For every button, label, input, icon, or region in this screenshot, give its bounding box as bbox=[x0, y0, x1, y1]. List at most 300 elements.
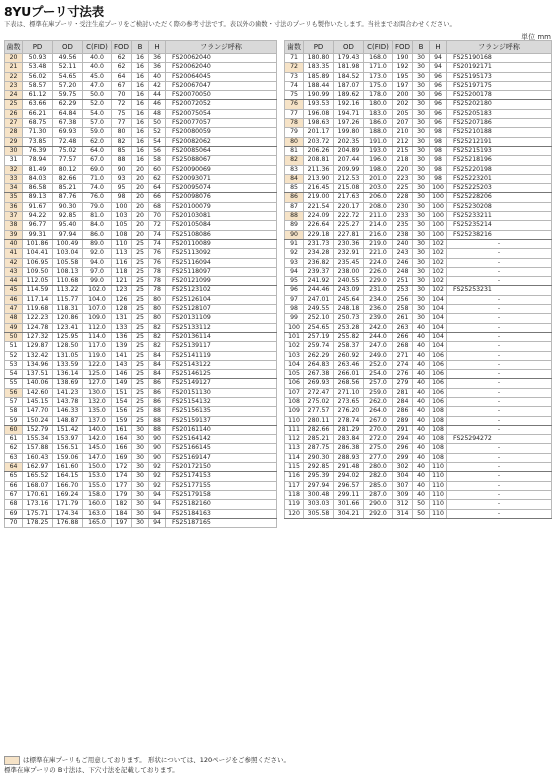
cell-pd: 211.36 bbox=[304, 165, 334, 174]
table-row bbox=[5, 165, 277, 174]
table-row bbox=[5, 463, 277, 472]
cell-b: 30 bbox=[132, 453, 149, 462]
cell-flange: - bbox=[447, 388, 552, 397]
cell-teeth: 109 bbox=[285, 407, 304, 416]
cell-h: 98 bbox=[430, 146, 447, 155]
cell-od: 125.95 bbox=[53, 332, 83, 341]
cell-od: 153.97 bbox=[53, 435, 83, 444]
cell-b: 25 bbox=[132, 332, 149, 341]
cell-fod: 123 bbox=[112, 286, 132, 295]
table-row bbox=[285, 295, 552, 304]
table-row bbox=[5, 221, 277, 230]
cell-pd: 303.03 bbox=[304, 500, 334, 509]
cell-fod: 299 bbox=[393, 453, 413, 462]
cell-od: 100.49 bbox=[53, 239, 83, 248]
table-row bbox=[285, 360, 552, 369]
cell-teeth: 110 bbox=[285, 416, 304, 425]
cell-od: 266.01 bbox=[334, 370, 364, 379]
cell-h: 100 bbox=[430, 202, 447, 211]
cell-teeth: 86 bbox=[285, 193, 304, 202]
header-flange: フランジ呼称 bbox=[166, 41, 277, 54]
cell-cfid: 59.0 bbox=[83, 128, 112, 137]
table-row bbox=[285, 137, 552, 146]
cell-fod: 289 bbox=[393, 416, 413, 425]
table-row bbox=[5, 388, 277, 397]
table-header-row bbox=[285, 41, 552, 54]
cell-teeth: 23 bbox=[5, 81, 23, 90]
header-pd: PD bbox=[23, 41, 53, 54]
cell-teeth: 106 bbox=[285, 379, 304, 388]
cell-teeth: 77 bbox=[285, 109, 304, 118]
cell-h: 106 bbox=[430, 388, 447, 397]
cell-fod: 286 bbox=[393, 407, 413, 416]
cell-teeth: 112 bbox=[285, 435, 304, 444]
cell-h: 94 bbox=[149, 500, 166, 509]
cell-h: 62 bbox=[149, 174, 166, 183]
cell-teeth: 79 bbox=[285, 128, 304, 137]
cell-fod: 62 bbox=[112, 63, 132, 72]
cell-b: 40 bbox=[413, 342, 430, 351]
cell-cfid: 119.0 bbox=[83, 351, 112, 360]
cell-flange: - bbox=[447, 277, 552, 286]
table-row bbox=[5, 518, 277, 527]
cell-flange: FS20121099 bbox=[166, 277, 277, 286]
cell-b: 16 bbox=[132, 63, 149, 72]
cell-h: 74 bbox=[149, 239, 166, 248]
header-od: OD bbox=[334, 41, 364, 54]
table-row bbox=[5, 267, 277, 276]
cell-teeth: 89 bbox=[285, 221, 304, 230]
cell-cfid: 50.0 bbox=[83, 91, 112, 100]
cell-od: 108.13 bbox=[53, 267, 83, 276]
cell-teeth: 101 bbox=[285, 332, 304, 341]
cell-od: 243.09 bbox=[334, 286, 364, 295]
table-row bbox=[285, 444, 552, 453]
header-flange: フランジ呼称 bbox=[447, 41, 552, 54]
cell-h: 110 bbox=[430, 490, 447, 499]
cell-fod: 243 bbox=[393, 249, 413, 258]
cell-od: 194.71 bbox=[334, 109, 364, 118]
cell-od: 146.33 bbox=[53, 407, 83, 416]
cell-cfid: 147.0 bbox=[83, 453, 112, 462]
cell-h: 102 bbox=[430, 258, 447, 267]
table-row bbox=[5, 184, 277, 193]
cell-cfid: 109.0 bbox=[83, 314, 112, 323]
cell-od: 95.40 bbox=[53, 221, 83, 230]
cell-b: 16 bbox=[132, 91, 149, 100]
cell-od: 105.58 bbox=[53, 258, 83, 267]
cell-b: 25 bbox=[132, 351, 149, 360]
cell-od: 75.02 bbox=[53, 146, 83, 155]
cell-flange: FS20090069 bbox=[166, 165, 277, 174]
cell-flange: - bbox=[447, 342, 552, 351]
table-row bbox=[285, 165, 552, 174]
cell-h: 98 bbox=[430, 165, 447, 174]
cell-cfid: 178.0 bbox=[364, 91, 393, 100]
cell-pd: 285.21 bbox=[304, 435, 334, 444]
cell-od: 181.98 bbox=[334, 63, 364, 72]
cell-pd: 229.18 bbox=[304, 230, 334, 239]
cell-h: 90 bbox=[149, 435, 166, 444]
cell-flange: FS25228206 bbox=[447, 193, 552, 202]
cell-teeth: 64 bbox=[5, 463, 23, 472]
header-b: B bbox=[413, 41, 430, 54]
header-teeth: 歯数 bbox=[285, 41, 304, 54]
cell-b: 30 bbox=[413, 91, 430, 100]
table-row bbox=[5, 277, 277, 286]
cell-h: 86 bbox=[149, 379, 166, 388]
cell-fod: 246 bbox=[393, 258, 413, 267]
cell-teeth: 61 bbox=[5, 435, 23, 444]
cell-flange: FS20192171 bbox=[447, 63, 552, 72]
cell-cfid: 214.0 bbox=[364, 221, 393, 230]
cell-b: 40 bbox=[413, 435, 430, 444]
cell-b: 40 bbox=[413, 490, 430, 499]
cell-flange: FS25235214 bbox=[447, 221, 552, 230]
cell-b: 40 bbox=[413, 388, 430, 397]
cell-fod: 197 bbox=[393, 81, 413, 90]
cell-cfid: 160.0 bbox=[83, 500, 112, 509]
cell-b: 30 bbox=[413, 72, 430, 81]
cell-h: 98 bbox=[430, 174, 447, 183]
cell-pd: 183.35 bbox=[304, 63, 334, 72]
cell-cfid: 104.0 bbox=[83, 295, 112, 304]
cell-pd: 53.48 bbox=[23, 63, 53, 72]
cell-b: 30 bbox=[413, 239, 430, 248]
cell-b: 40 bbox=[413, 379, 430, 388]
cell-fod: 121 bbox=[112, 277, 132, 286]
cell-pd: 277.57 bbox=[304, 407, 334, 416]
cell-h: 92 bbox=[149, 463, 166, 472]
cell-pd: 157.88 bbox=[23, 444, 53, 453]
cell-b: 20 bbox=[132, 184, 149, 193]
cell-fod: 261 bbox=[393, 314, 413, 323]
cell-teeth: 60 bbox=[5, 425, 23, 434]
cell-teeth: 33 bbox=[5, 174, 23, 183]
cell-pd: 140.06 bbox=[23, 379, 53, 388]
cell-od: 169.24 bbox=[53, 490, 83, 499]
cell-cfid: 183.0 bbox=[364, 109, 393, 118]
cell-fod: 70 bbox=[112, 91, 132, 100]
table-row bbox=[285, 221, 552, 230]
cell-fod: 258 bbox=[393, 305, 413, 314]
cell-teeth: 44 bbox=[5, 277, 23, 286]
cell-od: 232.91 bbox=[334, 249, 364, 258]
cell-teeth: 62 bbox=[5, 444, 23, 453]
cell-h: 96 bbox=[430, 109, 447, 118]
cell-h: 84 bbox=[149, 351, 166, 360]
cell-od: 199.80 bbox=[334, 128, 364, 137]
table-row bbox=[5, 453, 277, 462]
cell-teeth: 66 bbox=[5, 481, 23, 490]
cell-teeth: 27 bbox=[5, 119, 23, 128]
table-row bbox=[5, 509, 277, 518]
cell-h: 58 bbox=[149, 156, 166, 165]
table-row bbox=[5, 379, 277, 388]
cell-flange: FS20085064 bbox=[166, 146, 277, 155]
cell-fod: 133 bbox=[112, 323, 132, 332]
cell-h: 94 bbox=[149, 518, 166, 527]
cell-cfid: 47.0 bbox=[83, 81, 112, 90]
cell-fod: 93 bbox=[112, 174, 132, 183]
cell-pd: 272.47 bbox=[304, 388, 334, 397]
cell-flange: FS20136114 bbox=[166, 332, 277, 341]
cell-pd: 275.02 bbox=[304, 397, 334, 406]
cell-b: 30 bbox=[132, 518, 149, 527]
cell-h: 106 bbox=[430, 379, 447, 388]
cell-pd: 96.77 bbox=[23, 221, 53, 230]
cell-pd: 259.74 bbox=[304, 342, 334, 351]
cell-b: 40 bbox=[413, 444, 430, 453]
cell-od: 225.27 bbox=[334, 221, 364, 230]
cell-pd: 206.26 bbox=[304, 146, 334, 155]
cell-od: 273.65 bbox=[334, 397, 364, 406]
cell-pd: 89.13 bbox=[23, 193, 53, 202]
cell-od: 253.28 bbox=[334, 323, 364, 332]
table-row bbox=[285, 351, 552, 360]
table-row bbox=[5, 193, 277, 202]
table-row bbox=[5, 407, 277, 416]
cell-fod: 230 bbox=[393, 202, 413, 211]
cell-h: 82 bbox=[149, 323, 166, 332]
cell-b: 30 bbox=[413, 295, 430, 304]
cell-od: 230.36 bbox=[334, 239, 364, 248]
cell-h: 80 bbox=[149, 295, 166, 304]
cell-fod: 159 bbox=[112, 416, 132, 425]
table-row bbox=[5, 54, 277, 63]
cell-teeth: 49 bbox=[5, 323, 23, 332]
cell-cfid: 67.0 bbox=[83, 156, 112, 165]
cell-cfid: 40.0 bbox=[83, 63, 112, 72]
cell-od: 151.42 bbox=[53, 425, 83, 434]
cell-fod: 62 bbox=[112, 54, 132, 63]
cell-cfid: 188.0 bbox=[364, 128, 393, 137]
cell-od: 220.17 bbox=[334, 202, 364, 211]
cell-pd: 99.31 bbox=[23, 230, 53, 239]
cell-flange: FS20080059 bbox=[166, 128, 277, 137]
cell-teeth: 114 bbox=[285, 453, 304, 462]
cell-pd: 305.58 bbox=[304, 509, 334, 518]
cell-od: 67.38 bbox=[53, 119, 83, 128]
cell-pd: 247.01 bbox=[304, 295, 334, 304]
cell-h: 64 bbox=[149, 184, 166, 193]
cell-fod: 291 bbox=[393, 425, 413, 434]
cell-flange: FS20131109 bbox=[166, 314, 277, 323]
cell-flange: FS25225203 bbox=[447, 184, 552, 193]
cell-flange: FS25220198 bbox=[447, 165, 552, 174]
cell-h: 106 bbox=[430, 370, 447, 379]
cell-teeth: 115 bbox=[285, 463, 304, 472]
cell-fod: 294 bbox=[393, 435, 413, 444]
cell-cfid: 84.0 bbox=[83, 221, 112, 230]
footnote-stock bbox=[4, 755, 290, 765]
cell-pd: 219.00 bbox=[304, 193, 334, 202]
cell-flange: FS20151130 bbox=[166, 388, 277, 397]
cell-fod: 174 bbox=[112, 472, 132, 481]
cell-teeth: 102 bbox=[285, 342, 304, 351]
cell-b: 30 bbox=[413, 221, 430, 230]
cell-od: 204.89 bbox=[334, 146, 364, 155]
cell-fod: 307 bbox=[393, 481, 413, 490]
cell-b: 30 bbox=[413, 165, 430, 174]
cell-fod: 304 bbox=[393, 472, 413, 481]
cell-fod: 296 bbox=[393, 444, 413, 453]
cell-cfid: 236.0 bbox=[364, 305, 393, 314]
stock-swatch bbox=[4, 756, 20, 765]
cell-flange: FS25210188 bbox=[447, 128, 552, 137]
table-row bbox=[5, 305, 277, 314]
cell-fod: 314 bbox=[393, 509, 413, 518]
table-row bbox=[285, 453, 552, 462]
cell-h: 110 bbox=[430, 500, 447, 509]
cell-flange: FS25182160 bbox=[166, 500, 277, 509]
table-row bbox=[285, 109, 552, 118]
cell-teeth: 91 bbox=[285, 239, 304, 248]
cell-od: 176.88 bbox=[53, 518, 83, 527]
cell-cfid: 54.0 bbox=[83, 109, 112, 118]
cell-fod: 149 bbox=[112, 379, 132, 388]
cell-flange: - bbox=[447, 463, 552, 472]
cell-od: 258.37 bbox=[334, 342, 364, 351]
cell-flange: - bbox=[447, 490, 552, 499]
cell-flange: FS25123102 bbox=[166, 286, 277, 295]
cell-cfid: 52.0 bbox=[83, 100, 112, 109]
cell-h: 84 bbox=[149, 360, 166, 369]
cell-fod: 131 bbox=[112, 314, 132, 323]
cell-b: 40 bbox=[413, 360, 430, 369]
cell-b: 25 bbox=[132, 267, 149, 276]
table-row bbox=[5, 342, 277, 351]
header-cfid: C(FID) bbox=[364, 41, 393, 54]
cell-b: 20 bbox=[132, 221, 149, 230]
cell-h: 96 bbox=[430, 100, 447, 109]
cell-b: 30 bbox=[413, 258, 430, 267]
cell-pd: 119.68 bbox=[23, 305, 53, 314]
cell-h: 36 bbox=[149, 63, 166, 72]
cell-teeth: 69 bbox=[5, 509, 23, 518]
cell-flange: FS25205183 bbox=[447, 109, 552, 118]
cell-b: 30 bbox=[413, 100, 430, 109]
cell-flange: - bbox=[447, 370, 552, 379]
cell-cfid: 282.0 bbox=[364, 472, 393, 481]
cell-h: 108 bbox=[430, 425, 447, 434]
cell-b: 30 bbox=[413, 230, 430, 239]
cell-od: 207.44 bbox=[334, 156, 364, 165]
table-row bbox=[285, 305, 552, 314]
table-row bbox=[5, 146, 277, 155]
cell-fod: 88 bbox=[112, 156, 132, 165]
table-row bbox=[285, 258, 552, 267]
cell-od: 250.73 bbox=[334, 314, 364, 323]
cell-b: 40 bbox=[413, 472, 430, 481]
cell-od: 159.06 bbox=[53, 453, 83, 462]
cell-h: 86 bbox=[149, 397, 166, 406]
cell-flange: FS25253231 bbox=[447, 286, 552, 295]
cell-h: 76 bbox=[149, 249, 166, 258]
table-row bbox=[5, 370, 277, 379]
cell-b: 30 bbox=[413, 146, 430, 155]
cell-pd: 152.79 bbox=[23, 425, 53, 434]
cell-h: 100 bbox=[430, 230, 447, 239]
cell-b: 20 bbox=[132, 165, 149, 174]
cell-cfid: 71.0 bbox=[83, 174, 112, 183]
cell-fod: 240 bbox=[393, 239, 413, 248]
table-row bbox=[5, 212, 277, 221]
table-row bbox=[285, 54, 552, 63]
cell-cfid: 171.0 bbox=[364, 63, 393, 72]
table-row bbox=[285, 100, 552, 109]
cell-h: 80 bbox=[149, 314, 166, 323]
cell-flange: FS20062040 bbox=[166, 63, 277, 72]
cell-od: 64.84 bbox=[53, 109, 83, 118]
cell-b: 40 bbox=[413, 323, 430, 332]
cell-teeth: 108 bbox=[285, 397, 304, 406]
cell-od: 235.45 bbox=[334, 258, 364, 267]
cell-cfid: 180.0 bbox=[364, 100, 393, 109]
cell-teeth: 107 bbox=[285, 388, 304, 397]
cell-flange: - bbox=[447, 351, 552, 360]
cell-h: 52 bbox=[149, 128, 166, 137]
cell-cfid: 252.0 bbox=[364, 360, 393, 369]
cell-b: 25 bbox=[132, 416, 149, 425]
cell-teeth: 80 bbox=[285, 137, 304, 146]
cell-cfid: 107.0 bbox=[83, 305, 112, 314]
cell-teeth: 82 bbox=[285, 156, 304, 165]
cell-teeth: 116 bbox=[285, 472, 304, 481]
cell-pd: 106.95 bbox=[23, 258, 53, 267]
cell-fod: 225 bbox=[393, 184, 413, 193]
cell-cfid: 102.0 bbox=[83, 286, 112, 295]
cell-h: 104 bbox=[430, 342, 447, 351]
cell-pd: 201.17 bbox=[304, 128, 334, 137]
cell-teeth: 103 bbox=[285, 351, 304, 360]
cell-teeth: 50 bbox=[5, 332, 23, 341]
cell-b: 25 bbox=[132, 360, 149, 369]
cell-h: 48 bbox=[149, 109, 166, 118]
cell-cfid: 175.0 bbox=[364, 81, 393, 90]
cell-cfid: 86.0 bbox=[83, 230, 112, 239]
cell-pd: 224.09 bbox=[304, 212, 334, 221]
cell-od: 131.05 bbox=[53, 351, 83, 360]
cell-fod: 164 bbox=[112, 435, 132, 444]
cell-cfid: 287.0 bbox=[364, 490, 393, 499]
cell-h: 106 bbox=[430, 351, 447, 360]
cell-fod: 190 bbox=[393, 54, 413, 63]
cell-flange: FS25166145 bbox=[166, 444, 277, 453]
cell-od: 227.81 bbox=[334, 230, 364, 239]
cell-pd: 170.61 bbox=[23, 490, 53, 499]
cell-cfid: 242.0 bbox=[364, 323, 393, 332]
cell-teeth: 29 bbox=[5, 137, 23, 146]
cell-cfid: 125.0 bbox=[83, 370, 112, 379]
cell-cfid: 117.0 bbox=[83, 342, 112, 351]
cell-cfid: 206.0 bbox=[364, 193, 393, 202]
cell-b: 25 bbox=[132, 323, 149, 332]
table-header-row bbox=[5, 41, 277, 54]
cell-pd: 234.28 bbox=[304, 249, 334, 258]
cell-teeth: 26 bbox=[5, 109, 23, 118]
cell-fod: 95 bbox=[112, 184, 132, 193]
cell-b: 30 bbox=[413, 109, 430, 118]
cell-teeth: 47 bbox=[5, 305, 23, 314]
cell-teeth: 30 bbox=[5, 146, 23, 155]
cell-teeth: 83 bbox=[285, 165, 304, 174]
cell-b: 16 bbox=[132, 119, 149, 128]
cell-h: 104 bbox=[430, 314, 447, 323]
cell-cfid: 275.0 bbox=[364, 444, 393, 453]
cell-cfid: 158.0 bbox=[83, 490, 112, 499]
cell-b: 40 bbox=[413, 370, 430, 379]
